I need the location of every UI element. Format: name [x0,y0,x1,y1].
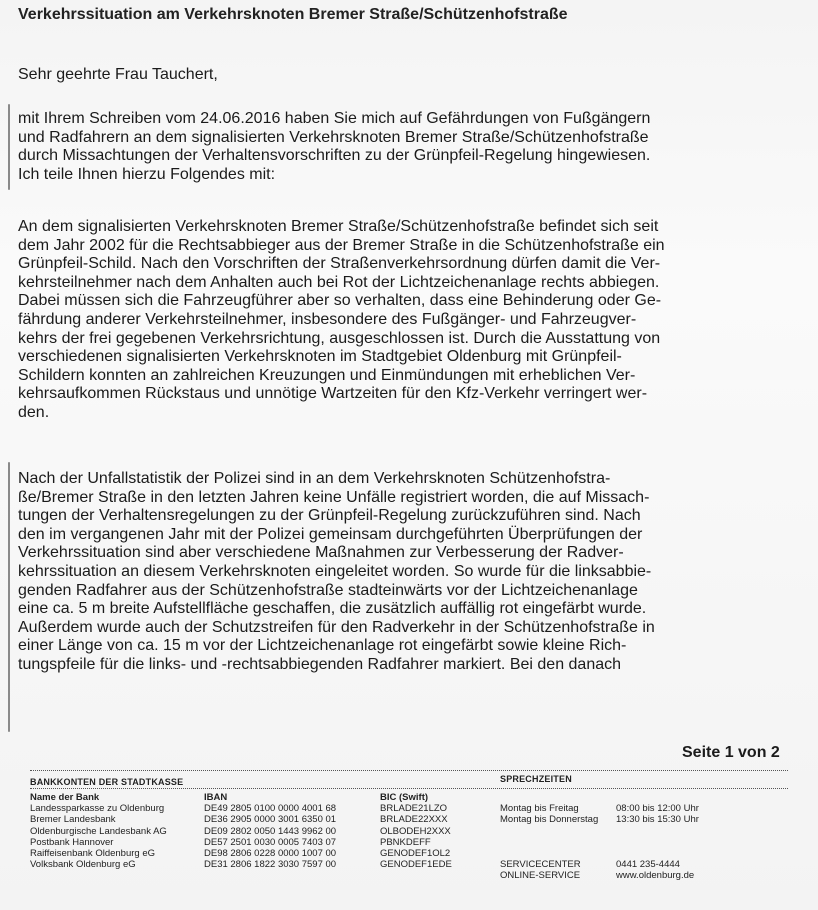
paragraph-2 [18,218,798,423]
text-line: tungen der Verhaltensregelungen zu der Grünpfeil-Regelung zurückzuführen sind. Nach [18,507,641,525]
text-line: kehrssituation an diesem Verkehrsknoten eingeleitet worden. So wurde für die linksabbie- [18,562,652,580]
margin-pencil-mark [8,104,10,190]
bank-bic: BRLADE22XXX [380,814,448,826]
contact-label: ONLINE-SERVICE [500,870,581,882]
bank-bic: OLBODEH2XXX [380,825,451,837]
bank-name: Postbank Hannover [30,836,114,848]
text-line: kehrs der frei gegebenen Verkehrsrichtung, ausgeschlossen ist. Durch die Ausstattung von [18,329,661,347]
text-line: genden Radfahrer aus der Schützenhofstraße stadteinwärts vor der Lichtzeichenanlage [18,581,638,599]
hours-label-column [500,803,598,825]
bic-header: BIC (Swift) [380,792,429,803]
bank-iban: DE49 2805 0100 0000 4001 68 [204,803,337,815]
bank-name: Volksbank Oldenburg eG [30,859,136,871]
website-link[interactable]: www.oldenburg.de [616,870,695,882]
text-line: kehrsaufkommen Rückstaus und unnötige Wartzeiten für den Kfz-Verkehr verringert wer- [18,385,648,403]
bank-name-column [30,792,167,870]
text-line: fährdung anderer Verkehrsteilnehmer, insbesondere des Fußgänger- und Fahrzeugver- [18,310,637,328]
bank-iban: DE98 2806 0228 0000 1007 00 [204,848,337,860]
text-line: Nach der Unfallstatistik der Polizei sind in an dem Verkehrsknoten Schützenhofstra- [18,470,611,487]
hours-value-column [616,803,699,825]
text-line: tungspfeile für die links- und -rechtsabbiegenden Radfahrer markiert. Bei den danach [18,655,622,673]
iban-header: IBAN [204,792,228,803]
footer-divider [30,770,788,771]
bank-name: Bremer Landesbank [30,814,116,826]
bank-bic: GENODEF1OL2 [380,848,451,860]
bank-accounts-heading: BANKKONTEN DER STADTKASSE [30,777,184,787]
bank-iban: DE36 2905 0000 3001 6350 01 [204,814,337,826]
text-line: durch Missachtungen der Verhaltensvorschriften zu der Grünpfeil-Regelung hingewiesen. [18,147,651,165]
bank-name: Raiffeisenbank Oldenburg eG [30,848,155,860]
bank-iban: DE31 2806 1822 3030 7597 00 [204,859,337,871]
hours-label: Montag bis Donnerstag [500,814,599,826]
page-number: Seite 1 von 2 [682,744,780,761]
hours-value: 08:00 bis 12:00 Uhr [616,803,699,814]
text-line: den im vergangenen Jahr mit der Polizei gemeinsam durchgeführten Überprüfungen der [18,525,643,543]
servicecenter-phone: 0441 235-4444 [616,859,680,870]
text-line: und Radfahrern an dem signalisierten Verkehrsknoten Bremer Straße/Schützenhofstraße [18,128,649,146]
bank-name: Landessparkasse zu Oldenburg [30,803,165,815]
text-line: mit Ihrem Schreiben vom 24.06.2016 haben Sie mich auf Gefährdungen von Fußgängern [18,110,651,127]
salutation: Sehr geehrte Frau Tauchert, [18,66,218,83]
contact-label-column [500,859,581,881]
margin-pencil-mark [8,462,10,732]
paragraph-3 [18,470,798,675]
letter-title: Verkehrssituation am Verkehrsknoten Bremer Straße/Schützenhofstraße [18,6,568,23]
text-line: Außerdem wurde auch der Schutzstreifen für den Radverkehr in der Schützenhofstraße in [18,618,655,636]
bank-bic: BRLADE21LZO [380,803,448,815]
office-hours-heading: SPRECHZEITEN [500,774,572,784]
text-line: eine ca. 5 m breite Aufstellfläche geschaffen, die zusätzlich auffällig rot eingefärbt wurde. [18,600,647,618]
bank-bic: PBNKDEFF [380,836,431,848]
text-line: ße/Bremer Straße in den letzten Jahren keine Unfälle registriert worden, die auf Missach- [18,488,650,506]
hours-value: 13:30 bis 15:30 Uhr [616,814,699,826]
text-line: Ich teile Ihnen hierzu Folgendes mit: [18,165,276,183]
footer-divider [30,788,788,789]
text-line: Dabei müssen sich die Fahrzeugführer aber so verhalten, dass eine Behinderung oder Ge- [18,292,662,310]
bank-iban: DE09 2802 0050 1443 9962 00 [204,825,337,837]
contact-value-column [616,859,694,881]
bank-name: Oldenburgische Landesbank AG [30,825,167,837]
bank-name-header: Name der Bank [30,792,100,803]
iban-column [204,792,336,870]
bank-iban: DE57 2501 0030 0005 7403 07 [204,836,337,848]
text-line: kehrsteilnehmer nach dem Anhalten auch bei Rot der Lichtzeichenanlage rechts abbiegen. [18,273,660,291]
text-line: dem Jahr 2002 für die Rechtsabbieger aus der Bremer Straße in die Schützenhofstraße ein [18,236,665,254]
bic-column [380,792,452,870]
paragraph-1 [18,110,798,184]
letter-footer [0,770,818,890]
text-line: Schildern konnten an zahlreichen Kreuzungen und Einmündungen mit erheblichen Ver- [18,366,636,384]
text-line: verschiedenen signalisierten Verkehrsknoten im Stadtgebiet Oldenburg mit Grünpfeil- [18,348,622,366]
text-line: einer Länge von ca. 15 m vor der Lichtzeichenanlage rot eingefärbt sowie kleine Rich- [18,637,627,655]
bank-bic: GENODEF1EDE [380,859,452,871]
text-line: Verkehrssituation sind aber verschiedene Maßnahmen zur Verbesserung der Radver- [18,544,624,562]
hours-label: Montag bis Freitag [500,803,579,814]
text-line: An dem signalisierten Verkehrsknoten Bremer Straße/Schützenhofstraße befindet sich seit [18,218,659,235]
text-line: Grünpfeil-Schild. Nach den Vorschriften der Straßenverkehrsordnung dürfen damit die Ver- [18,255,661,273]
contact-label: SERVICECENTER [500,859,581,870]
text-line: den. [18,403,50,421]
